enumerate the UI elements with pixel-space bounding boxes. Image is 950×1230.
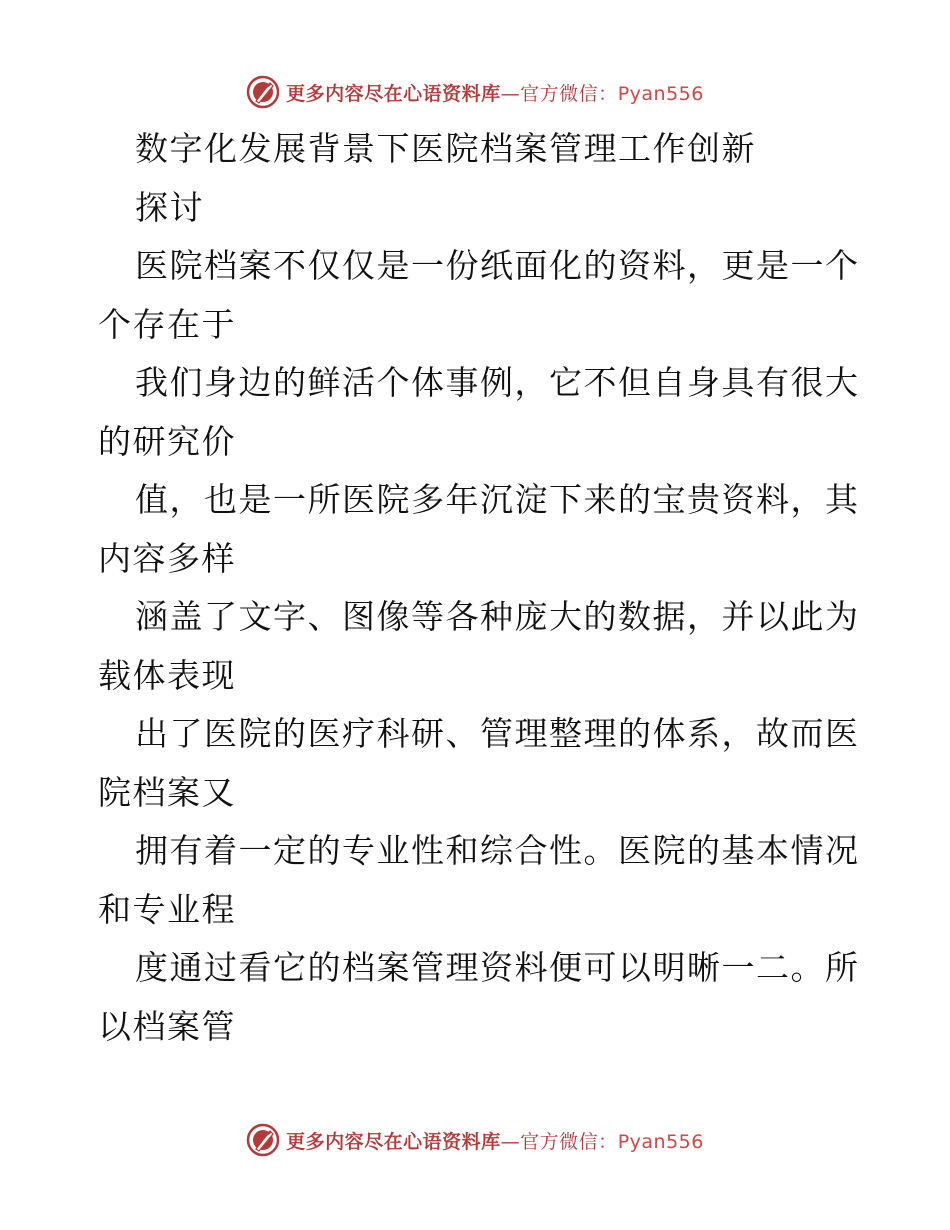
document-title-line-2: 探讨: [135, 187, 204, 227]
paragraph-line: 载体表现: [98, 655, 236, 695]
paragraph-line: 涵盖了文字、图像等各种庞大的数据，并以此为: [135, 597, 860, 636]
banner-wechat-id: Pyan556: [617, 82, 704, 105]
paragraph-line: 我们身边的鲜活个体事例，它不但自身具有很大: [135, 363, 860, 402]
banner-text: [286, 1127, 704, 1154]
header-banner: [0, 72, 950, 112]
paragraph-line: 的研究价: [98, 421, 236, 461]
banner-text: [286, 79, 704, 106]
banner-wechat-id: Pyan556: [617, 1130, 704, 1153]
quill-pen-logo-icon: [246, 1123, 280, 1157]
paragraph-line: 和专业程: [98, 889, 236, 929]
paragraph-line: 医院档案不仅仅是一份纸面化的资料，更是一个: [135, 246, 860, 285]
paragraph-line: 以档案管: [98, 1006, 236, 1046]
banner-site-text: 更多内容尽在心语资料库: [286, 1130, 501, 1153]
paragraph-line: 值，也是一所医院多年沉淀下来的宝贵资料，其: [135, 480, 860, 519]
paragraph-line: 度通过看它的档案管理资料便可以明晰一二。所: [135, 948, 860, 987]
document-title-line-1: 数字化发展背景下医院档案管理工作创新: [135, 129, 756, 168]
paragraph-line: 个存在于: [98, 304, 236, 344]
paragraph-line: 出了医院的医疗科研、管理整理的体系，故而医: [135, 714, 860, 753]
footer-banner: [0, 1120, 950, 1160]
paragraph-line: 拥有着一定的专业性和综合性。医院的基本情况: [135, 831, 860, 870]
banner-wechat-label: 官方微信：: [520, 82, 618, 105]
paragraph-line: 内容多样: [98, 538, 236, 578]
quill-pen-logo-icon: [246, 75, 280, 109]
paragraph-line: 院档案又: [98, 772, 236, 812]
banner-site-text: 更多内容尽在心语资料库: [286, 82, 501, 105]
banner-separator: —: [500, 82, 521, 105]
banner-separator: —: [500, 1130, 521, 1153]
document-body: [98, 120, 858, 1056]
banner-wechat-label: 官方微信：: [520, 1130, 618, 1153]
